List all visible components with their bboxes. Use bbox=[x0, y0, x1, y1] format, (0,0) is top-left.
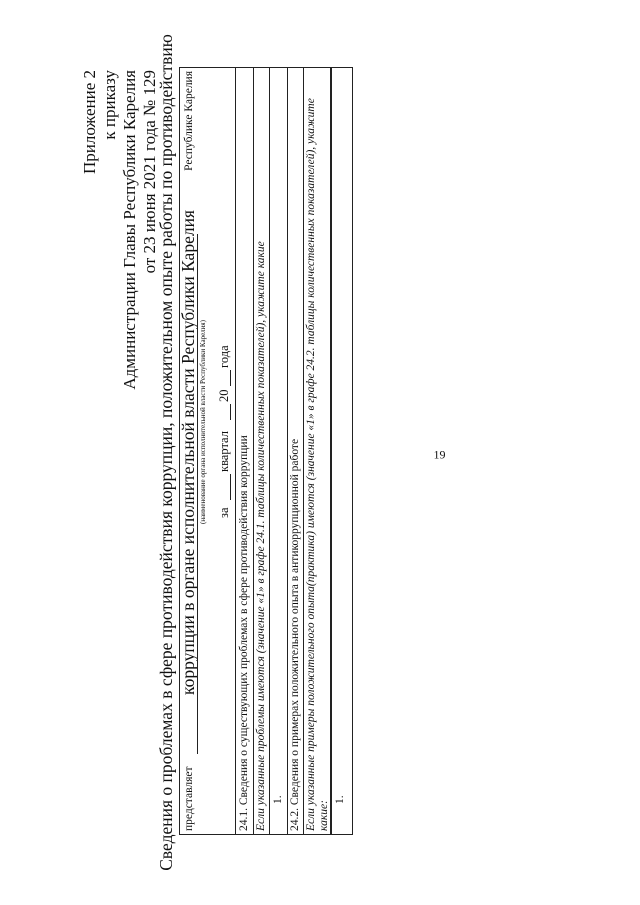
period-za: за bbox=[217, 507, 231, 518]
section-1-item: 1. bbox=[272, 795, 284, 804]
organ-caption: (наименование органа исполнительной власти Республики Карелия) bbox=[199, 320, 207, 524]
section-1-note: Если указанные проблемы имеются (значение «1» в графе 24.1. таблицы количественных показателей), укажите какие bbox=[255, 241, 267, 831]
organ-name-line bbox=[197, 234, 198, 754]
year-blank-2 bbox=[230, 370, 231, 386]
section-1-heading: 24.1. Сведения о существующих проблемах в сфере противодействия коррупции bbox=[238, 435, 250, 831]
page-number: 19 bbox=[433, 447, 446, 462]
appendix-line-4: от 23 июня 2021 года № 129 bbox=[140, 70, 159, 274]
period-year: года bbox=[217, 345, 231, 368]
appendix-line-2: к приказу bbox=[100, 70, 119, 140]
year-blank bbox=[230, 404, 231, 420]
period-quarter: квартал bbox=[217, 431, 231, 472]
report-form-table bbox=[179, 67, 331, 835]
document-title-line-2: коррупции в органе исполнительной власти Республики Карелия bbox=[178, 210, 198, 696]
appendix-line-3: Администрации Главы Республики Карелия bbox=[120, 70, 139, 390]
section-2-heading: 24.2. Сведения о примерах положительного опыта в антикоррупционной работе bbox=[289, 438, 301, 831]
recipient-text: Республике Карелия bbox=[183, 71, 195, 171]
section-1-item-row bbox=[269, 68, 287, 834]
section-2-item: 1. bbox=[334, 795, 346, 804]
document-title-line-1: Сведения о проблемах в сфере противодействия коррупции, положительном опыте работы по противодействию bbox=[156, 34, 176, 871]
section-2-note-line-1: Если указанные примеры положительного опыта(практика) имеются (значение «1» в графе 24.2. таблицы количественных показателей), укажите bbox=[305, 98, 317, 831]
section-2-heading-row bbox=[287, 68, 303, 834]
section-2-note-line-2: какие: bbox=[318, 800, 330, 831]
quarter-blank bbox=[230, 474, 231, 500]
section-1-heading-row bbox=[235, 68, 253, 834]
section-1-note-row bbox=[253, 68, 269, 834]
appendix-line-1: Приложение 2 bbox=[80, 70, 99, 174]
period-20: 20 bbox=[217, 389, 231, 402]
section-2-item-cell bbox=[331, 67, 353, 835]
presents-label: представляет bbox=[183, 766, 195, 831]
section-2-note-row bbox=[303, 68, 331, 834]
